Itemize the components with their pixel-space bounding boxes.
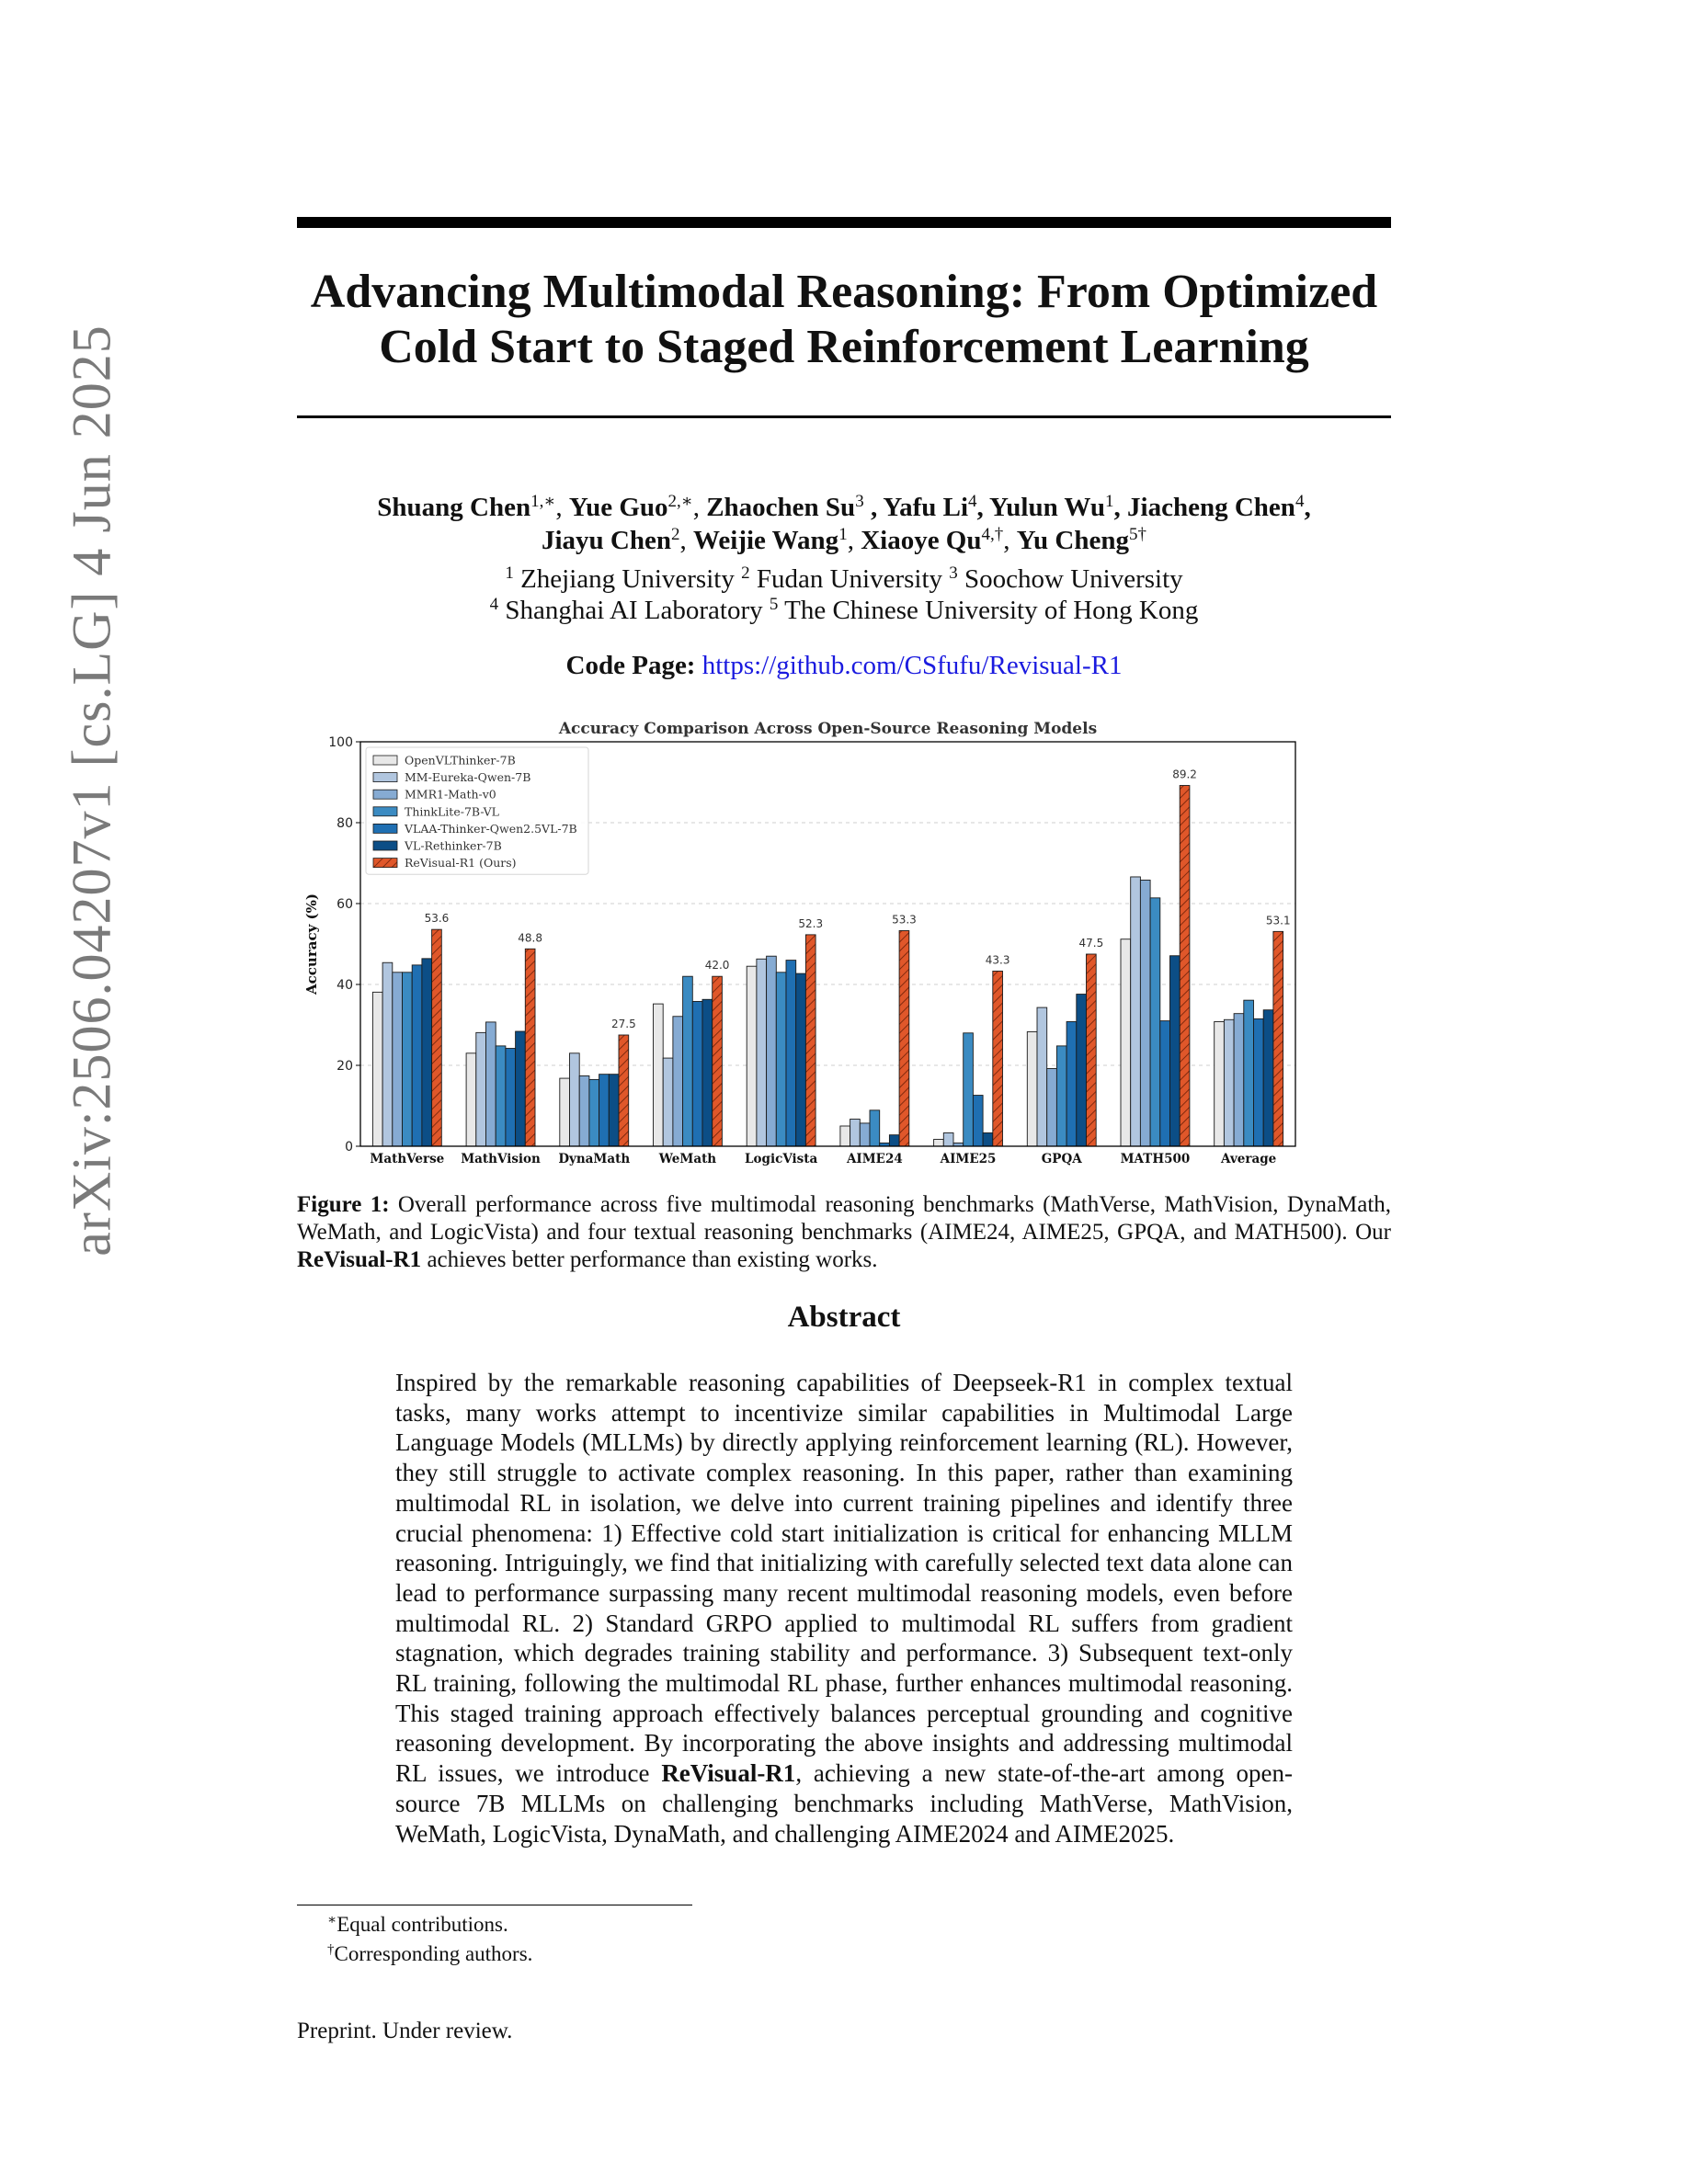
affiliation-line-2: $^4$ Shanghai AI Laboratory $^5$ The Chinese University of Hong Kong [489,595,1199,625]
bar [1180,786,1190,1146]
caption-bold: ReVisual-R1 [297,1247,422,1272]
abstract-heading: Abstract [787,1301,901,1334]
bar [1140,880,1150,1146]
bar [1273,931,1283,1146]
figure-caption [297,1191,1391,1274]
bar [579,1075,589,1146]
legend-label: MMR1-Math-v0 [405,787,496,802]
bar [776,973,786,1146]
bar [372,992,382,1146]
bar [1160,1021,1170,1146]
legend-label: ReVisual-R1 (Ours) [405,856,517,870]
data-label: 42.0 [704,959,730,973]
affiliation: Fudan University [756,564,943,594]
legend-label: ThinkLite-7B-VL [405,804,499,819]
bar [486,1022,496,1146]
bar [840,1126,850,1146]
affiliation: Soochow University [964,564,1183,594]
y-tick-label: 20 [336,1059,353,1074]
data-label: 47.5 [1078,937,1104,950]
chart-title: Accuracy Comparison Across Open-Source Reasoning Models [558,720,1098,738]
paper-title [297,265,1391,375]
bar [796,973,806,1146]
bar [1234,1014,1244,1146]
affiliation: The Chinese University of Hong Kong [784,596,1199,625]
bar [805,935,815,1146]
bar [713,976,723,1146]
bar [1087,954,1097,1146]
bar [589,1079,599,1146]
bar [1131,877,1141,1146]
bar [973,1096,983,1146]
bar [1263,1010,1273,1146]
bar [654,1004,664,1146]
preprint-note: Preprint. Under review. [297,2019,513,2043]
author: Weijie Wang$^1$, [693,525,861,555]
author: Yu Cheng$^{5\dagger}$ [1016,525,1146,555]
author: Yafu Li$^4$, [883,492,989,522]
legend-swatch [373,807,397,816]
bar [673,1017,683,1146]
code-page [297,651,1391,681]
bar [393,973,403,1146]
author: Jiacheng Chen$^4$, [1127,492,1311,522]
data-label: 48.8 [518,931,543,945]
bar [1224,1019,1234,1146]
abstract-body: Inspired by the remarkable reasoning capabilities of Deepseek-R1 in complex textual tasks, many works attempt to incentivize similar capabilities in Multimodal Large Language Models (MLLMs) by directly applying reinforcement learning (RL). However, they still struggle to activate complex reasoning. In this paper, rather than examining multimodal RL in isolation, we delve into current training pipelines and identify three crucial phenomena: 1) Effective cold start initialization is critical for enhancing MLLM reasoning. Intriguingly, we find that initializing with carefully selected text data alone can lead to performance surpassing many recent multimodal reasoning models, even before multimodal RL. 2) Standard GRPO applied to multimodal RL suffers from gradient stagnation, which degrades training stability and performance. 3) Subsequent text-only RL training, following the multimodal RL phase, further enhances multimodal reasoning. This staged training approach effectively balances perceptual grounding and cognitive reasoning development. By incorporating the above insights and addressing multimodal RL issues, we introduce ReVisual-R1, achieving a new state-of-the-art among open-source 7B MLLMs on challenging benchmarks including MathVerse, MathVision, WeMath, LogicVista, DynaMath, and challenging AIME2024 and AIME2025. [395,1369,1293,1848]
bar [1215,1021,1225,1146]
bar [934,1140,944,1146]
bar [496,1046,506,1146]
author: Xiaoye $Qu^{4,\dagger}$, [861,525,1017,555]
affiliation-line-1: $^1$ Zhejiang University $^2$ Fudan University $^3$ Soochow University [505,563,1183,594]
data-label: 53.3 [892,913,917,927]
author: Zhaochen Su$^3$ , [706,492,884,522]
caption-label: Figure 1: [297,1192,390,1217]
abstract-bold: ReVisual-R1 [661,1759,796,1788]
bar [747,966,757,1146]
bar [983,1132,993,1146]
bar [1170,956,1180,1146]
bar [506,1049,516,1146]
x-tick-label: GPQA [1041,1152,1082,1166]
bar [964,1033,974,1146]
bar [943,1132,953,1146]
bar [786,961,796,1146]
bar [516,1031,526,1146]
data-label: 53.6 [424,912,450,926]
bar [599,1075,610,1146]
code-page-link[interactable]: https://github.com/CSfufu/Revisual-R1 [701,651,1123,680]
bar [1254,1018,1264,1146]
x-tick-label: MathVerse [370,1152,445,1166]
bar [525,949,535,1146]
y-tick-label: 100 [328,735,353,750]
bar [403,973,413,1146]
bar [1056,1046,1066,1146]
x-tick-label: Average [1221,1152,1277,1166]
bar [702,999,713,1146]
bar [889,1135,899,1146]
footnotes [327,1910,532,1969]
author-line-1 [297,491,1391,524]
author: Yue Guo$^{2,∗}$, [568,492,707,522]
title-bottom-rule [297,415,1391,418]
legend-swatch [373,773,397,782]
footnote: †Corresponding authors. [327,1942,533,1965]
bar [609,1075,619,1146]
data-label: 27.5 [610,1018,636,1030]
bar [570,1053,580,1146]
data-label: 89.2 [1172,768,1197,781]
y-axis-label: Accuracy (%) [303,893,320,995]
legend-swatch [373,859,397,868]
affiliation: Zhejiang University [520,564,735,594]
legend-label: VL-Rethinker-7B [405,838,502,853]
bar [432,929,442,1146]
bar [1047,1069,1057,1146]
y-tick-label: 60 [336,897,353,912]
bar [1244,1000,1254,1146]
arxiv-side-stamp: arXiv:2506.04207v1 [cs.LG] 4 Jun 2025 [61,324,122,1257]
bar [663,1058,673,1146]
author: Shuang Chen$^{1,∗}$, [377,492,569,522]
legend-label: MM-Eureka-Qwen-7B [405,770,531,785]
data-label: 43.3 [985,953,1010,967]
accuracy-bar-chart [294,710,1397,1169]
bar [1150,898,1160,1146]
bar [1066,1021,1077,1146]
bar [1027,1031,1037,1146]
x-tick-label: AIME25 [940,1152,997,1166]
data-label: 53.1 [1265,914,1291,927]
code-page-label: Code Page: [565,651,696,680]
bar [422,959,432,1146]
bar [757,959,767,1146]
bar [767,956,777,1146]
y-tick-label: 0 [345,1140,353,1155]
footnote: ∗Equal contributions. [327,1913,508,1936]
affiliations [297,563,1391,626]
x-tick-label: MathVision [461,1152,541,1166]
bar [1037,1007,1047,1146]
caption-text: Overall performance across five multimodal reasoning benchmarks (MathVerse, MathVision, DynaMath, WeMath, and LogicVista) and four textual reasoning benchmarks (AIME24, AIME25, GPQA, and MATH500). Our [297,1192,1392,1245]
bar [560,1078,570,1146]
x-tick-label: WeMath [658,1152,717,1166]
x-tick-label: DynaMath [558,1152,631,1166]
title-top-rule [297,217,1391,228]
author: Yulun Wu$^1$, [988,492,1128,522]
bar [1121,939,1131,1146]
bar [382,962,393,1146]
bar [476,1032,486,1146]
caption-text-end: achieves better performance than existing works. [421,1247,878,1272]
bar [466,1053,476,1146]
author-line-2 [297,524,1391,557]
legend-label: VLAA-Thinker-Qwen2.5VL-7B [405,821,577,836]
legend-swatch [373,756,397,765]
legend-swatch [373,790,397,799]
bar [619,1035,629,1146]
title-line-1: Advancing Multimodal Reasoning: From Optimized [310,266,1378,318]
x-tick-label: LogicVista [745,1152,818,1166]
legend-label: OpenVLThinker-7B [405,753,516,768]
y-tick-label: 40 [336,978,353,993]
author: Jiayu Chen$^2$, [542,525,694,555]
bar [993,971,1003,1146]
x-tick-label: MATH500 [1120,1152,1191,1166]
y-tick-label: 80 [336,816,353,831]
title-line-2: Cold Start to Staged Reinforcement Learning [379,321,1309,373]
data-label: 52.3 [798,916,824,930]
affiliation: Shanghai AI Laboratory [505,596,763,625]
bar [412,965,422,1146]
author-list [297,491,1391,557]
bar [870,1110,880,1146]
bar [860,1123,870,1146]
bar [683,976,693,1146]
bar [692,1001,702,1146]
bar [899,930,909,1146]
bar [850,1120,861,1146]
legend-swatch [373,841,397,850]
x-tick-label: AIME24 [846,1152,903,1166]
legend-swatch [373,824,397,833]
bar [1077,995,1087,1146]
